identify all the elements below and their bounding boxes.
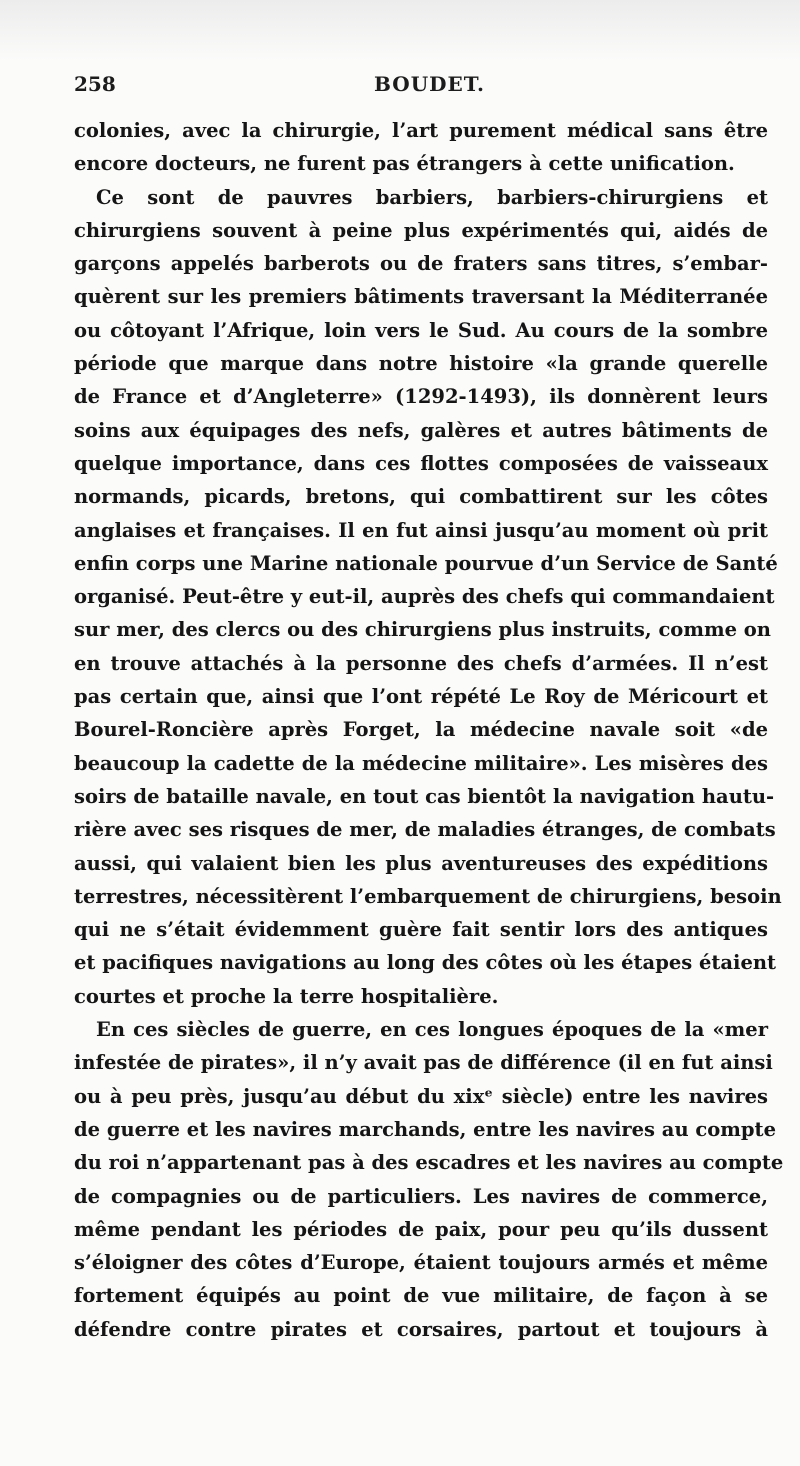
text-line: infestée de pirates», il n’y avait pas de différence (il en fut ainsi <box>74 1051 773 1075</box>
text-line: colonies, avec la chirurgie, l’art purement médical sans être <box>74 119 768 142</box>
text-line: enfin corps une Marine nationale pourvue d’un Service de Santé <box>74 551 778 575</box>
text-line: de guerre et les navires marchands, entre les navires au compte <box>74 1117 776 1141</box>
text-line: pas certain que, ainsi que l’ont répété Le Roy de Méricourt et <box>74 685 768 709</box>
text-line: quèrent sur les premiers bâtiments traversant la Méditerranée <box>74 285 768 309</box>
page-header <box>74 72 764 106</box>
text-line: ou côtoyant l’Afrique, loin vers le Sud. Au cours de la sombre <box>74 318 768 342</box>
page-number: 258 <box>74 72 116 96</box>
text-line: organisé. Peut-être y eut-il, auprès des chefs qui commandaient <box>74 585 775 609</box>
text-line: terrestres, nécessitèrent l’embarquement de chirurgiens, besoin <box>74 884 782 908</box>
text-line: et pacifiques navigations au long des côtes où les étapes étaient <box>74 951 777 975</box>
running-head: BOUDET. <box>374 72 485 96</box>
text-line: s’éloigner des côtes d’Europe, étaient toujours armés et même <box>74 1251 768 1275</box>
text-line: normands, picards, bretons, qui combattirent sur les côtes <box>74 485 768 509</box>
text-line: soirs de bataille navale, en tout cas bientôt la navigation hautu- <box>74 784 775 808</box>
text-line: chirurgiens souvent à peine plus expérimentés qui, aidés de <box>74 218 768 242</box>
text-line: quelque importance, dans ces flottes composées de vaisseaux <box>74 451 768 475</box>
text-line: de France et d’Angleterre» (1292-1493), ils donnèrent leurs <box>74 385 768 409</box>
text-line: période que marque dans notre histoire «la grande querelle <box>74 352 768 376</box>
scan-shading <box>0 0 800 60</box>
paragraph <box>74 114 768 181</box>
text-line: Ce sont de pauvres barbiers, barbiers-chirurgiens et <box>96 185 768 209</box>
text-line: du roi n’appartenant pas à des escadres et les navires au compte <box>74 1151 784 1175</box>
text-line: beaucoup la cadette de la médecine militaire». Les misères des <box>74 751 768 775</box>
text-line: garçons appelés barberots ou de fraters sans titres, s’embar- <box>74 252 768 276</box>
body-text <box>74 114 784 1346</box>
text-line: soins aux équipages des nefs, galères et autres bâtiments de <box>74 418 768 442</box>
text-line: fortement équipés au point de vue militaire, de façon à se <box>74 1284 768 1308</box>
text-line: même pendant les périodes de paix, pour peu qu’ils dussent <box>74 1217 768 1241</box>
text-line: anglaises et françaises. Il en fut ainsi jusqu’au moment où prit <box>74 518 768 542</box>
text-line: courtes et proche la terre hospitalière. <box>74 984 499 1008</box>
text-line: défendre contre pirates et corsaires, partout et toujours à <box>74 1317 768 1341</box>
text-line: rière avec ses risques de mer, de maladies étranges, de combats <box>74 818 776 842</box>
text-line: en trouve attachés à la personne des chefs d’armées. Il n’est <box>74 651 768 675</box>
paragraph <box>74 181 782 1013</box>
text-line: encore docteurs, ne furent pas étrangers à cette unification. <box>74 152 735 176</box>
text-line: ou à peu près, jusqu’au début du xixᵉ siècle) entre les navires <box>74 1084 768 1108</box>
text-line: En ces siècles de guerre, en ces longues époques de la «mer <box>96 1018 768 1042</box>
text-line: Bourel-Roncière après Forget, la médecine navale soit «de <box>74 718 768 742</box>
text-line: qui ne s’était évidemment guère fait sentir lors des antiques <box>74 918 768 942</box>
text-line: sur mer, des clercs ou des chirurgiens plus instruits, comme on <box>74 618 771 642</box>
text-line: aussi, qui valaient bien les plus aventureuses des expéditions <box>74 851 768 875</box>
text-line: de compagnies ou de particuliers. Les navires de commerce, <box>74 1184 768 1208</box>
paragraph <box>74 1013 784 1346</box>
